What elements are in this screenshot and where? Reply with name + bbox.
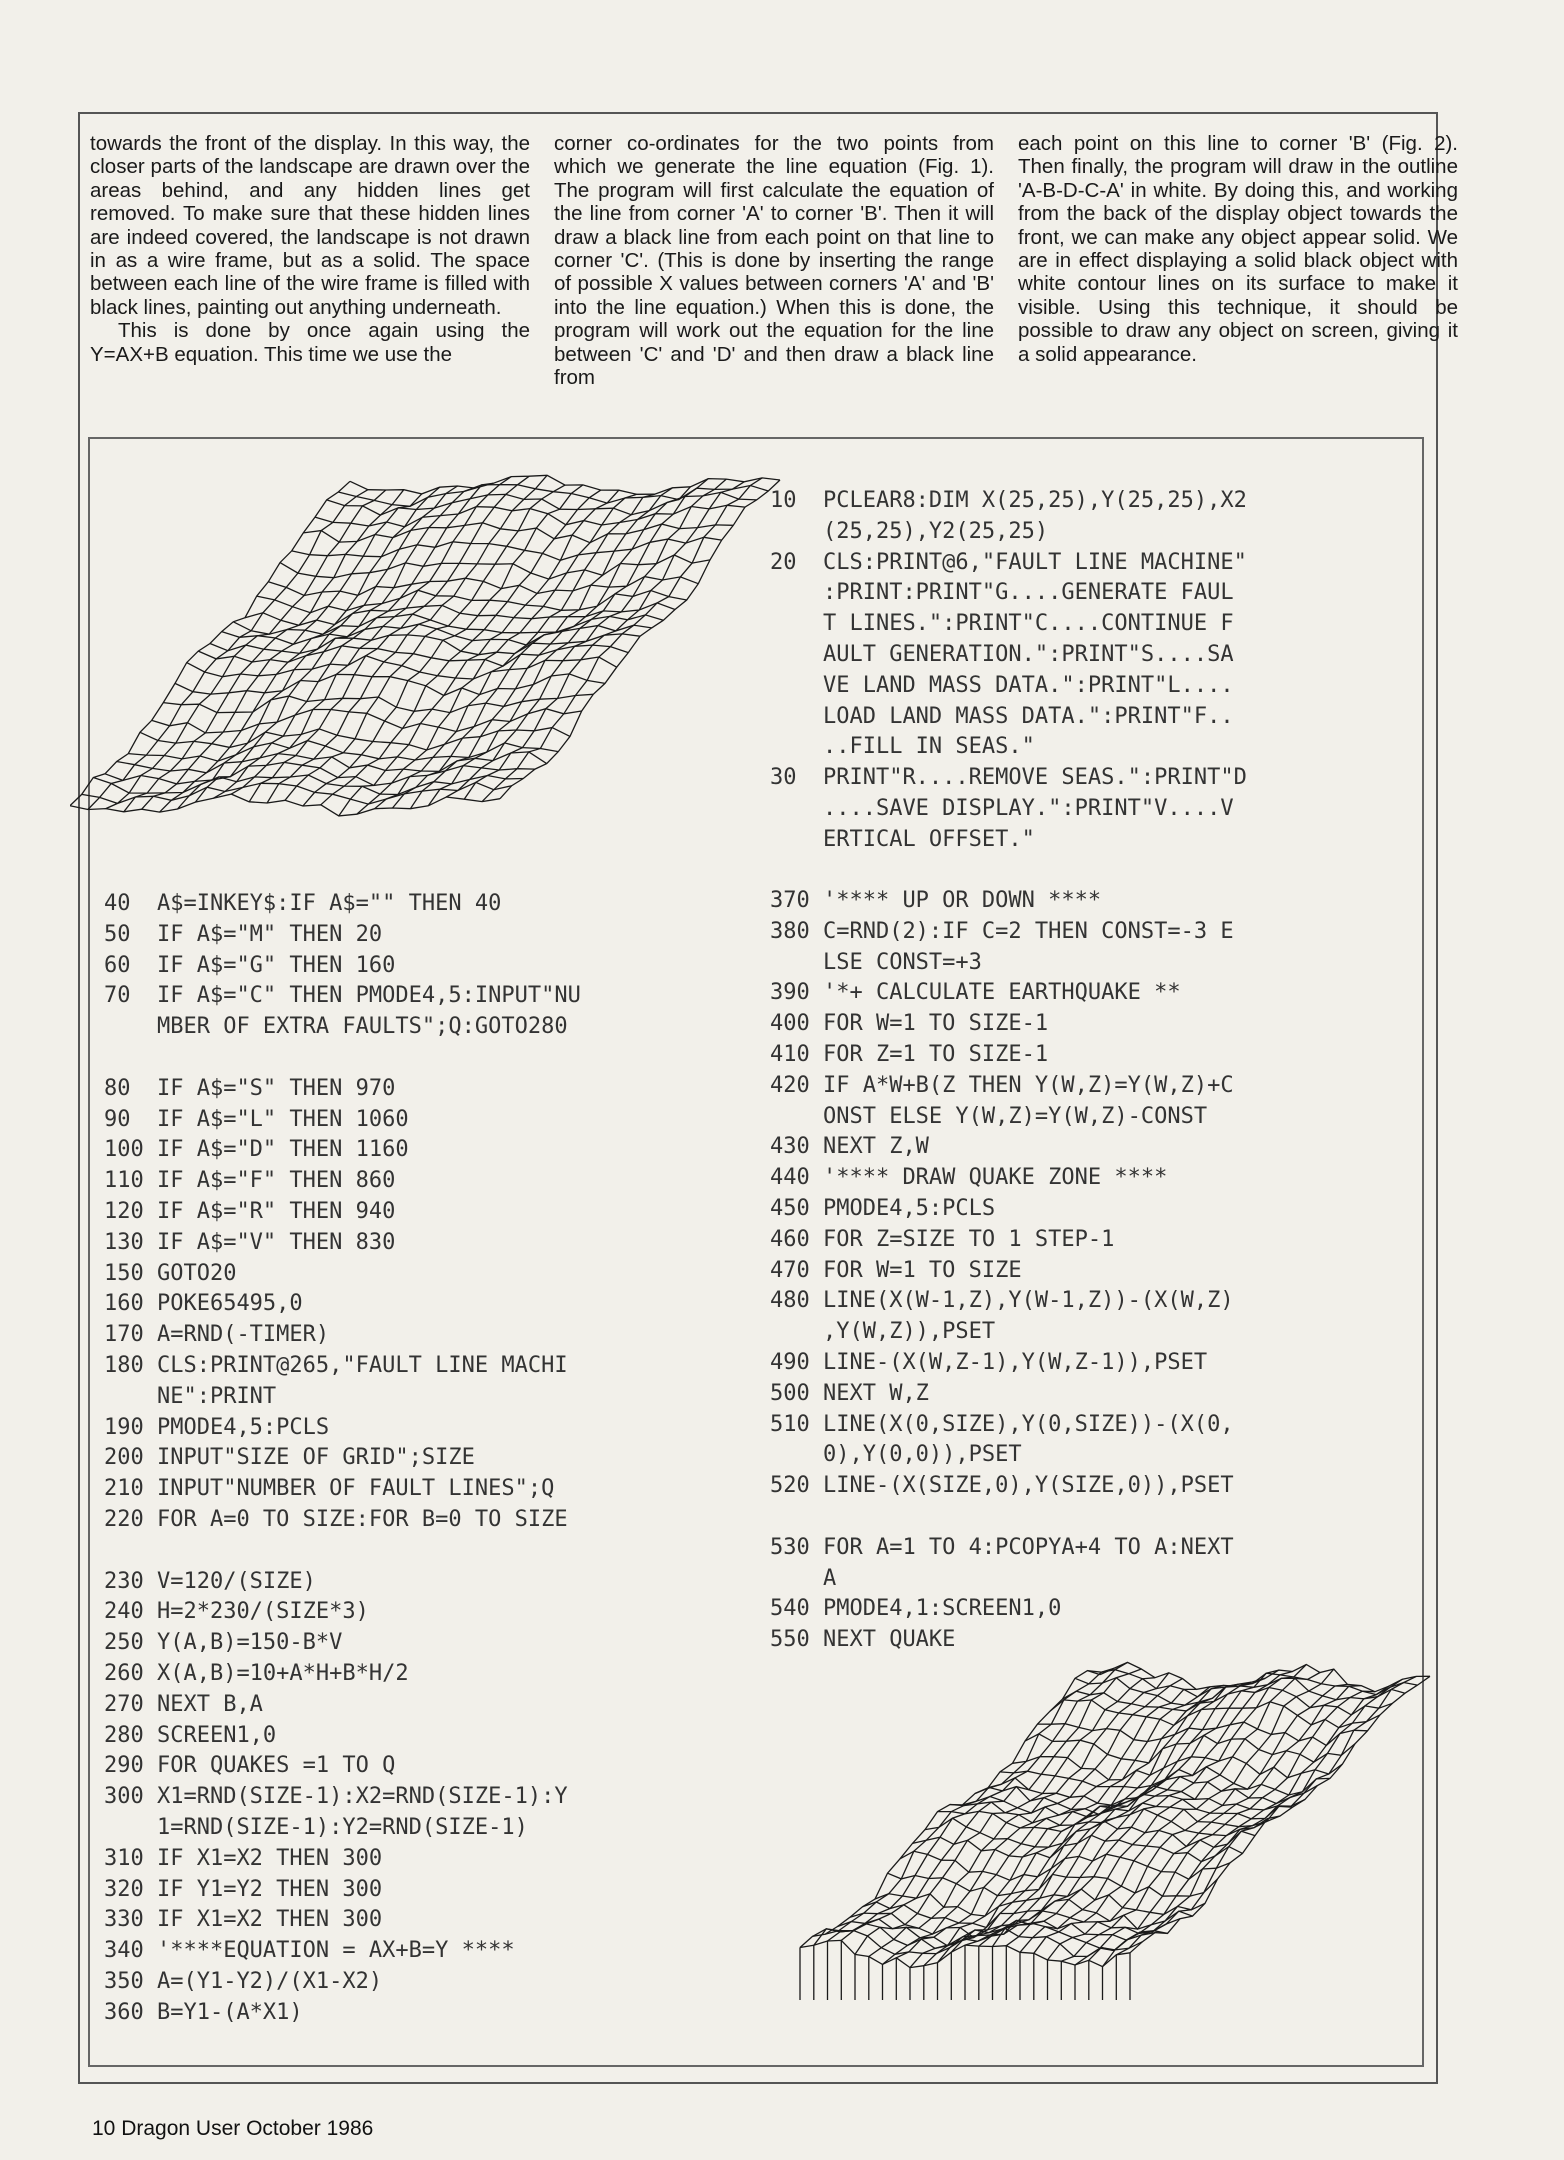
code-line (770, 1348, 1234, 1379)
line-number: 280 (104, 1722, 144, 1748)
code-line (104, 1659, 581, 1690)
wireframe-line (1130, 1676, 1430, 1953)
code-line (104, 1320, 581, 1351)
line-number: 100 (104, 1137, 144, 1163)
wireframe-line (198, 645, 628, 666)
code-text: 0),Y(0,0)),PSET (822, 1442, 1022, 1468)
code-line (104, 1782, 581, 1813)
line-number: 360 (104, 1999, 144, 2025)
code-line (104, 1998, 581, 2029)
line-number: 190 (104, 1414, 144, 1440)
code-text: (25,25),Y2(25,25) (822, 518, 1049, 544)
code-line (104, 1197, 581, 1228)
code-line (104, 1443, 581, 1474)
code-line (770, 1564, 1234, 1595)
code-text: PMODE4,5:PCLS (156, 1414, 330, 1440)
code-text: A$=INKEY$:IF A$="" THEN 40 (156, 891, 502, 916)
line-number: 510 (770, 1411, 810, 1437)
code-text: IF Y1=Y2 THEN 300 (156, 1876, 383, 1902)
article-column-2 (554, 132, 994, 389)
code-line (104, 1536, 581, 1567)
landscape-screen-top (70, 448, 790, 844)
code-text: '**** DRAW QUAKE ZONE **** (822, 1165, 1168, 1191)
paragraph: towards the front of the display. In this way, the closer parts of the landscape are drawn over the areas behind, and any hidden lines get removed. To make sure that these hidden lines are indeed covered, the landscape is not drawn in as a wire frame, but as a solid. The space between each line of the wire frame is filled with black lines, painting out anything underneath. (90, 132, 530, 319)
code-line (770, 1286, 1234, 1317)
code-text: ,Y(W,Z)),PSET (822, 1319, 996, 1345)
code-line (104, 1567, 581, 1598)
paragraph: This is done by once again using the Y=AX+B equation. This time we use the (90, 319, 530, 366)
code-text: LINE(X(W-1,Z),Y(W-1,Z))-(X(W,Z) (822, 1288, 1234, 1314)
code-line (770, 1071, 1234, 1102)
line-number: 390 (770, 980, 810, 1006)
listing-top (770, 486, 1247, 856)
code-text: A=(Y1-Y2)/(X1-X2) (156, 1968, 383, 1994)
landscape-screen-bottom (780, 1640, 1440, 2040)
code-text: NEXT Z,W (822, 1134, 929, 1160)
code-line (104, 1690, 581, 1721)
code-text: :PRINT:PRINT"G....GENERATE FAUL (822, 580, 1234, 606)
line-number: 130 (104, 1229, 144, 1255)
code-text: '**** UP OR DOWN **** (822, 888, 1102, 913)
code-text: FOR Z=1 TO SIZE-1 (822, 1041, 1049, 1067)
line-number: 170 (104, 1322, 144, 1348)
code-line (104, 1074, 581, 1105)
code-text: FOR Z=SIZE TO 1 STEP-1 (822, 1226, 1115, 1252)
code-text: CLS:PRINT@6,"FAULT LINE MACHINE" (822, 549, 1247, 575)
code-line (770, 732, 1247, 763)
line-number: 450 (770, 1195, 810, 1221)
code-text: NEXT B,A (156, 1691, 263, 1717)
code-line (770, 486, 1247, 517)
code-line (104, 1413, 581, 1444)
line-number: 70 (104, 983, 131, 1009)
paragraph: each point on this line to corner 'B' (Fig. 2). Then finally, the program will draw in the outline 'A-B-D-C-A' in white. By doing this, and working from the back of the display object towards the front, we can make any object appear solid. We are in effect displaying a solid black object with white contour lines on its surface to make it visible. Using this technique, it should be possible to draw any object on screen, giving it a solid appearance. (1018, 132, 1458, 366)
code-line (770, 825, 1247, 856)
code-line (770, 1410, 1234, 1441)
code-line (770, 763, 1247, 794)
code-text: A=RND(-TIMER) (156, 1322, 330, 1348)
line-number: 490 (770, 1349, 810, 1375)
code-line (770, 1194, 1234, 1225)
code-line (770, 1440, 1234, 1471)
code-line (104, 1289, 581, 1320)
line-number: 180 (104, 1352, 144, 1378)
line-number: 340 (104, 1938, 144, 1964)
code-text: PRINT"R....REMOVE SEAS.":PRINT"D (822, 765, 1247, 791)
code-line (770, 1009, 1234, 1040)
line-number: 530 (770, 1534, 810, 1560)
code-text: '****EQUATION = AX+B=Y **** (156, 1938, 515, 1964)
code-text: IF A$="L" THEN 1060 (156, 1106, 409, 1132)
code-text: IF A$="G" THEN 160 (156, 952, 396, 978)
line-number: 400 (770, 1011, 810, 1037)
code-text: GOTO20 (156, 1260, 237, 1286)
listing-left (104, 889, 581, 2028)
code-line (104, 1721, 581, 1752)
code-text: MBER OF EXTRA FAULTS";Q:GOTO280 (156, 1014, 568, 1040)
line-number: 60 (104, 952, 131, 978)
wireframe-line (350, 475, 780, 494)
wireframe-line (1100, 1662, 1430, 1691)
code-line (770, 1225, 1234, 1256)
code-text: IF A$="S" THEN 970 (156, 1075, 396, 1101)
line-number: 150 (104, 1260, 144, 1286)
code-line (770, 1163, 1234, 1194)
wireframe-line (124, 490, 404, 812)
line-number: 160 (104, 1291, 144, 1317)
code-text: FOR W=1 TO SIZE-1 (822, 1011, 1049, 1037)
wireframe-line (869, 1673, 1169, 1957)
line-number: 480 (770, 1288, 810, 1314)
line-number: 540 (770, 1596, 810, 1622)
code-line (770, 671, 1247, 702)
code-text: LSE CONST=+3 (822, 949, 982, 975)
code-line (104, 981, 581, 1012)
code-text: H=2*230/(SIZE*3) (156, 1599, 369, 1625)
code-line (770, 1533, 1234, 1564)
wireframe-line (292, 537, 722, 560)
code-line (104, 1813, 581, 1844)
line-number: 80 (104, 1075, 131, 1101)
wireframe-line (910, 1687, 1210, 1968)
line-number: 440 (770, 1165, 810, 1191)
code-line (770, 978, 1234, 1009)
wireframe-line (900, 1851, 1230, 1880)
wireframe-line (482, 478, 762, 802)
code-text: FOR A=1 TO 4:PCOPYA+4 TO A:NEXT (822, 1534, 1234, 1560)
code-line (104, 1135, 581, 1166)
code-text: NEXT W,Z (822, 1380, 929, 1406)
line-number: 90 (104, 1106, 131, 1132)
code-line (770, 517, 1247, 548)
code-line (104, 1043, 581, 1074)
code-line (770, 1256, 1234, 1287)
code-line (770, 1102, 1234, 1133)
line-number: 420 (770, 1072, 810, 1098)
line-number: 10 (770, 488, 797, 513)
code-text: IF X1=X2 THEN 300 (156, 1845, 383, 1871)
line-number: 110 (104, 1168, 144, 1194)
code-line (104, 1474, 581, 1505)
code-text: LINE-(X(W,Z-1),Y(W,Z-1)),PSET (822, 1349, 1208, 1375)
code-line (770, 640, 1247, 671)
wireframe-line (375, 494, 655, 809)
line-number: 520 (770, 1473, 810, 1499)
code-line (104, 1382, 581, 1413)
code-text: IF A$="R" THEN 940 (156, 1198, 396, 1224)
article-column-3 (1018, 132, 1458, 366)
code-line (770, 1379, 1234, 1410)
wireframe-line (828, 1662, 1128, 1941)
code-line (770, 1625, 1234, 1656)
code-text: IF X1=X2 THEN 300 (156, 1907, 383, 1933)
code-line (104, 1844, 581, 1875)
code-line (770, 578, 1247, 609)
page-footer: 10 Dragon User October 1986 (92, 2117, 374, 2140)
code-text: ONST ELSE Y(W,Z)=Y(W,Z)-CONST (822, 1103, 1208, 1129)
line-number: 500 (770, 1380, 810, 1406)
line-number: 30 (770, 765, 797, 791)
line-number: 210 (104, 1476, 144, 1502)
code-text: X1=RND(SIZE-1):X2=RND(SIZE-1):Y (156, 1784, 568, 1810)
line-number: 300 (104, 1784, 144, 1810)
code-text: IF A$="F" THEN 860 (156, 1168, 396, 1194)
code-line (770, 886, 1234, 917)
code-line (770, 609, 1247, 640)
line-number: 270 (104, 1691, 144, 1717)
code-line (104, 1012, 581, 1043)
code-line (770, 1594, 1234, 1625)
code-line (104, 1228, 581, 1259)
wireframe-line (1061, 1686, 1361, 1962)
wireframe-line (222, 624, 652, 645)
line-number: 470 (770, 1257, 810, 1283)
code-line (770, 1502, 1234, 1533)
line-number: 40 (104, 891, 131, 916)
code-line (770, 1040, 1234, 1071)
code-line (770, 548, 1247, 579)
code-text: IF A*W+B(Z THEN Y(W,Z)=Y(W,Z)+C (822, 1072, 1234, 1098)
code-line (104, 1105, 581, 1136)
code-line (104, 1751, 581, 1782)
line-number: 330 (104, 1907, 144, 1933)
code-text: INPUT"NUMBER OF FAULT LINES";Q (156, 1476, 555, 1502)
line-number: 380 (770, 918, 810, 944)
article-column-1 (90, 132, 530, 366)
code-line (770, 917, 1234, 948)
code-line (104, 1351, 581, 1382)
wireframe-line (500, 480, 780, 799)
code-text: C=RND(2):IF C=2 THEN CONST=-3 E (822, 918, 1234, 944)
code-text: PMODE4,5:PCLS (822, 1195, 996, 1221)
wireframe-line (814, 1668, 1114, 1945)
paragraph: corner co-ordinates for the two points from which we generate the line equation (Fig. 1). The program will first calculate the equation of the line from corner 'A' to corner 'B'. Then it will draw a black line from each point on that line to corner 'C'. (This is done by inserting the range of possible X values between corners 'A' and 'B' into the line equation.) When this is done, the program will work out the equation for the line between 'C' and 'D' and then draw a black line from (554, 132, 994, 390)
code-text: POKE65495,0 (156, 1291, 303, 1317)
code-text: IF A$="M" THEN 20 (156, 921, 383, 947)
line-number: 460 (770, 1226, 810, 1252)
code-text: 1=RND(SIZE-1):Y2=RND(SIZE-1) (156, 1814, 528, 1840)
code-text: FOR W=1 TO SIZE (822, 1257, 1022, 1283)
line-number: 50 (104, 921, 131, 947)
code-text: X(A,B)=10+A*H+B*H/2 (156, 1660, 409, 1686)
code-text: LINE-(X(SIZE,0),Y(SIZE,0)),PSET (822, 1473, 1234, 1499)
line-number: 250 (104, 1630, 144, 1656)
code-line (770, 948, 1234, 979)
code-text: IF A$="D" THEN 1160 (156, 1137, 409, 1163)
code-text: Y(A,B)=150-B*V (156, 1630, 343, 1656)
code-line (104, 1628, 581, 1659)
code-line (770, 1317, 1234, 1348)
line-number: 260 (104, 1660, 144, 1686)
line-number: 310 (104, 1845, 144, 1871)
code-line (104, 889, 581, 920)
code-text: ....SAVE DISPLAY.":PRINT"V....V (822, 795, 1234, 821)
listing-right (770, 886, 1234, 1656)
code-text: SCREEN1,0 (156, 1722, 277, 1748)
code-text: NE":PRINT (156, 1383, 277, 1409)
code-text: IF A$="V" THEN 830 (156, 1229, 396, 1255)
wireframe-line (142, 494, 422, 809)
code-line (770, 794, 1247, 825)
code-text: ERTICAL OFFSET." (822, 826, 1035, 852)
code-line (104, 1597, 581, 1628)
code-text: B=Y1-(A*X1) (156, 1999, 303, 2025)
line-number: 350 (104, 1968, 144, 1994)
line-number: 120 (104, 1198, 144, 1224)
line-number: 240 (104, 1599, 144, 1625)
wireframe-line (800, 1671, 1100, 1948)
code-text: PCLEAR8:DIM X(25,25),Y(25,25),X2 (822, 488, 1247, 513)
code-text: ..FILL IN SEAS." (822, 734, 1035, 760)
code-line (770, 1471, 1234, 1502)
wireframe-line (979, 1670, 1279, 1946)
code-line (104, 1967, 581, 1998)
line-number: 550 (770, 1627, 810, 1653)
code-text: '*+ CALCULATE EARTHQUAKE ** (822, 980, 1181, 1006)
code-text: FOR QUAKES =1 TO Q (156, 1753, 396, 1779)
code-text: PMODE4,1:SCREEN1,0 (822, 1596, 1062, 1622)
code-line (104, 1166, 581, 1197)
line-number: 370 (770, 888, 810, 913)
line-number: 430 (770, 1134, 810, 1160)
code-line (104, 1936, 581, 1967)
code-text: LOAD LAND MASS DATA.":PRINT"F.. (822, 703, 1234, 729)
line-number: 290 (104, 1753, 144, 1779)
code-text: AULT GENERATION.":PRINT"S....SA (822, 641, 1234, 667)
wireframe-line (213, 483, 493, 798)
code-text: LINE(X(0,SIZE),Y(0,SIZE))-(X(0, (822, 1411, 1234, 1437)
code-text: IF A$="C" THEN PMODE4,5:INPUT"NU (156, 983, 581, 1009)
line-number: 220 (104, 1506, 144, 1532)
code-line (104, 1505, 581, 1536)
line-number: 20 (770, 549, 797, 575)
line-number: 410 (770, 1041, 810, 1067)
code-text: FOR A=0 TO SIZE:FOR B=0 TO SIZE (156, 1506, 568, 1532)
line-number: 320 (104, 1876, 144, 1902)
line-number: 230 (104, 1568, 144, 1594)
code-text: VE LAND MASS DATA.":PRINT"L.... (822, 672, 1234, 698)
code-text: NEXT QUAKE (822, 1627, 956, 1653)
code-line (104, 1905, 581, 1936)
code-line (770, 1132, 1234, 1163)
code-text: CLS:PRINT@265,"FAULT LINE MACHI (156, 1352, 568, 1378)
code-text: A (822, 1565, 837, 1591)
wireframe-line (357, 494, 637, 814)
code-text: INPUT"SIZE OF GRID";SIZE (156, 1445, 475, 1471)
code-text: V=120/(SIZE) (156, 1568, 316, 1594)
code-line (104, 1875, 581, 1906)
wireframe-line (105, 762, 535, 785)
code-line (104, 920, 581, 951)
code-line (104, 951, 581, 982)
code-text: T LINES.":PRINT"C....CONTINUE F (822, 611, 1234, 637)
code-line (104, 1259, 581, 1290)
wireframe-line (988, 1777, 1318, 1806)
code-line (770, 702, 1247, 733)
line-number: 200 (104, 1445, 144, 1471)
